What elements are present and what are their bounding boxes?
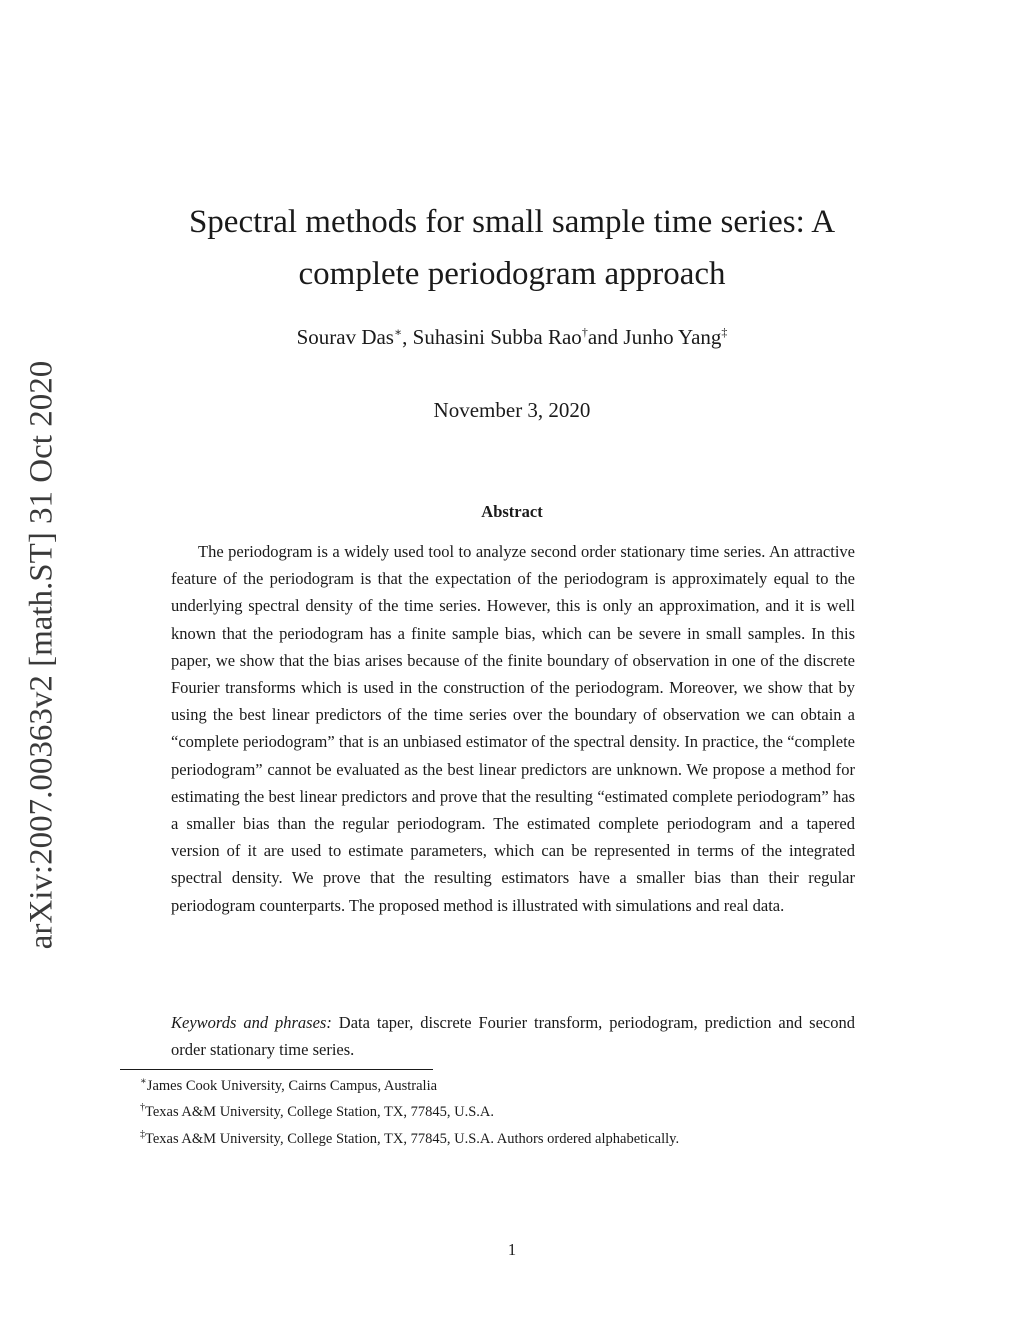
footnote-mark: †	[140, 1102, 145, 1114]
author-footnote-mark: ‡	[721, 325, 728, 339]
abstract-body: The periodogram is a widely used tool to analyze second order stationary time series. An attractive feature of the periodogram is that the expectation of the periodogram is approximately equal to the underlying spectral density of the time series. However, this is only an approximation, and it is well known that the periodogram has a finite sample bias, which can be severe in small samples. In this paper, we show that the bias arises because of the finite boundary of observation in one of the discrete Fourier transforms which is used in the construction of the periodogram. Moreover, we show that by using the best linear predictors of the time series over the boundary of observation we can obtain a “complete periodogram” that is an unbiased estimator of the spectral density. In practice, the “complete periodogram” cannot be evaluated as the best linear predictors are unknown. We propose a method for estimating the best linear predictors and prove that the resulting “estimated complete periodogram” has a smaller bias than the regular periodogram. The estimated complete periodogram and a tapered version of it are used to estimate parameters, which can be represented in terms of the integrated spectral density. We prove that the resulting estimators have a smaller bias than their regular periodogram counterparts. The proposed method is illustrated with simulations and real data.	[171, 542, 855, 915]
keywords-paragraph	[171, 1009, 855, 1063]
author-name: Sourav Das	[296, 325, 394, 349]
author-name: Suhasini Subba Rao	[412, 325, 582, 349]
footnote	[140, 1097, 900, 1123]
footnotes	[140, 1071, 900, 1150]
publication-date: November 3, 2020	[433, 398, 591, 422]
arxiv-identifier-watermark: arXiv:2007.00363v2 [math.ST] 31 Oct 2020	[23, 360, 60, 950]
footnote-text: Texas A&M University, College Station, TX, 77845, U.S.A. Authors ordered alphabetically.	[145, 1130, 680, 1147]
author-list	[140, 325, 884, 350]
author-separator: and	[587, 325, 624, 349]
footnote-divider	[120, 1069, 433, 1070]
footnote-text: James Cook University, Cairns Campus, Australia	[146, 1077, 438, 1094]
author-separator: ,	[402, 325, 413, 349]
author-footnote-mark: ∗	[393, 325, 403, 339]
footnote-text: Texas A&M University, College Station, TX, 77845, U.S.A.	[145, 1104, 494, 1121]
footnote	[140, 1124, 900, 1150]
keywords-label: Keywords and phrases:	[171, 1013, 332, 1032]
page-number: 1	[507, 1240, 517, 1259]
paper-title: Spectral methods for small sample time series: A complete periodogram approach	[188, 204, 836, 292]
footnote-mark: ∗	[140, 1076, 147, 1087]
footnote	[140, 1071, 900, 1097]
keywords-text: Data taper, discrete Fourier transform, periodogram, prediction and second order stationary time series.	[171, 1013, 855, 1060]
author-name: Junho Yang	[623, 325, 722, 349]
author-footnote-mark: †	[581, 325, 588, 339]
abstract-heading: Abstract	[481, 502, 543, 521]
footnote-mark: ‡	[140, 1128, 145, 1140]
